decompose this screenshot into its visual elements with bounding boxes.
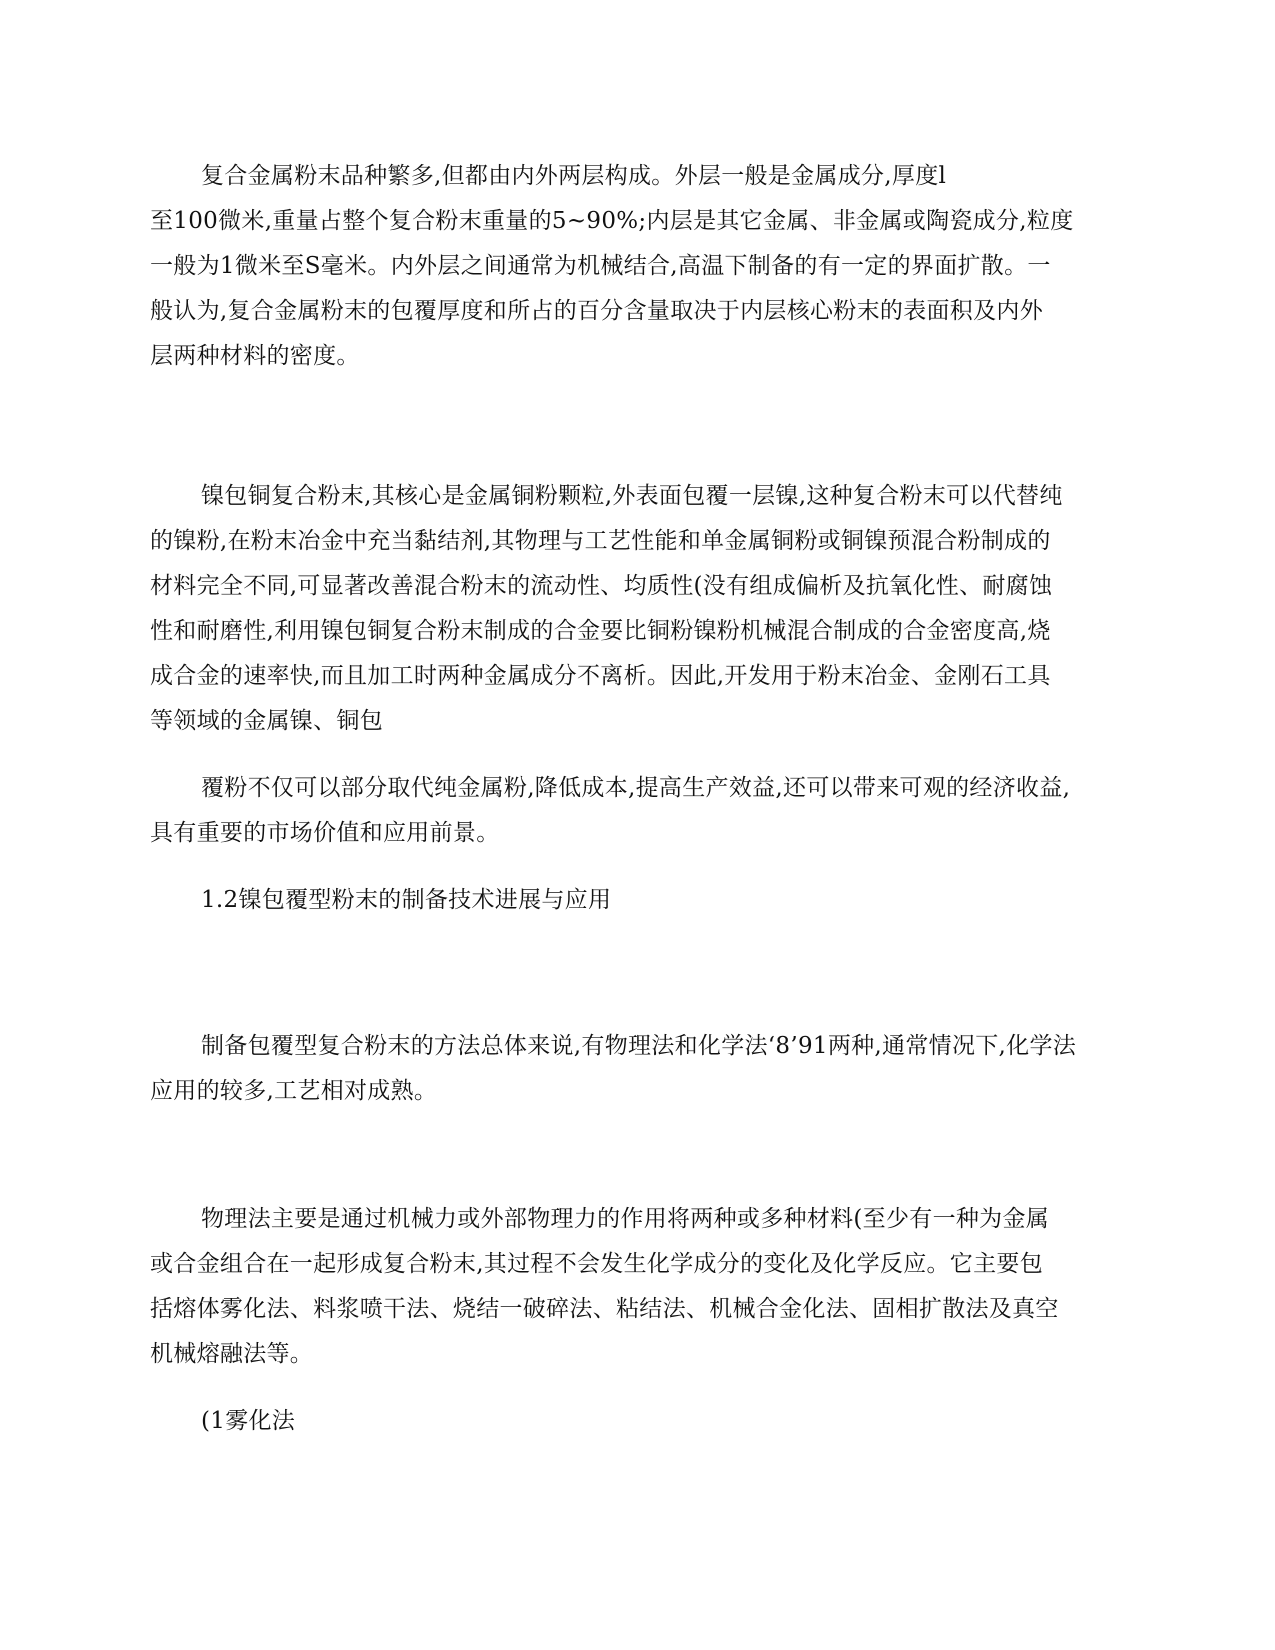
paragraph-2-line-4: 性和耐磨性,利用镍包铜复合粉末制成的合金要比铜粉镍粉机械混合制成的合金密度高,烧: [150, 618, 1051, 644]
paragraph-1-line-4: 般认为,复合金属粉末的包覆厚度和所占的百分含量取决于内层核心粉末的表面积及内外: [150, 298, 1044, 324]
paragraph-2-line-5: 成合金的速率快,而且加工时两种金属成分不离析。因此,开发用于粉末冶金、金刚石工具: [150, 663, 1051, 689]
paragraph-5-line-2: 或合金组合在一起形成复合粉末,其过程不会发生化学成分的变化及化学反应。它主要包: [150, 1251, 1044, 1277]
paragraph-2-line-6: 等领域的金属镍、铜包: [150, 708, 383, 734]
paragraph-1-line-3: 一般为1微米至S毫米。内外层之间通常为机械结合,高温下制备的有一定的界面扩散。一: [150, 253, 1051, 279]
paragraph-2-line-1: 镍包铜复合粉末,其核心是金属铜粉颗粒,外表面包覆一层镍,这种复合粉末可以代替纯: [201, 483, 1063, 509]
paragraph-1-line-1: 复合金属粉末品种繁多,但都由内外两层构成。外层一般是金属成分,厚度l: [201, 163, 947, 189]
paragraph-2-line-2: 的镍粉,在粉末冶金中充当黏结剂,其物理与工艺性能和单金属铜粉或铜镍预混合粉制成的: [150, 528, 1051, 554]
paragraph-4-line-1: 制备包覆型复合粉末的方法总体来说,有物理法和化学法‘8’91两种,通常情况下,化学法: [201, 1033, 1077, 1059]
paragraph-1-line-2: 至100微米,重量占整个复合粉末重量的5~90%;内层是其它金属、非金属或陶瓷成分,粒度: [150, 208, 1074, 234]
paragraph-1-line-5: 层两种材料的密度。: [150, 343, 360, 369]
paragraph-3-line-2: 具有重要的市场价值和应用前景。: [150, 820, 500, 846]
paragraph-5-line-1: 物理法主要是通过机械力或外部物理力的作用将两种或多种材料(至少有一种为金属: [201, 1206, 1050, 1232]
paragraph-3-line-1: 覆粉不仅可以部分取代纯金属粉,降低成本,提高生产效益,还可以带来可观的经济收益,: [201, 775, 1071, 801]
subsection-heading: (1雾化法: [201, 1408, 296, 1434]
paragraph-4-line-2: 应用的较多,工艺相对成熟。: [150, 1078, 438, 1104]
paragraph-5-line-3: 括熔体雾化法、料浆喷干法、烧结一破碎法、粘结法、机械合金化法、固相扩散法及真空: [150, 1296, 1059, 1322]
paragraph-2-line-3: 材料完全不同,可显著改善混合粉末的流动性、均质性(没有组成偏析及抗氧化性、耐腐蚀: [150, 573, 1053, 599]
paragraph-5-line-4: 机械熔融法等。: [150, 1341, 314, 1367]
section-heading: 1.2镍包覆型粉末的制备技术进展与应用: [201, 887, 612, 913]
